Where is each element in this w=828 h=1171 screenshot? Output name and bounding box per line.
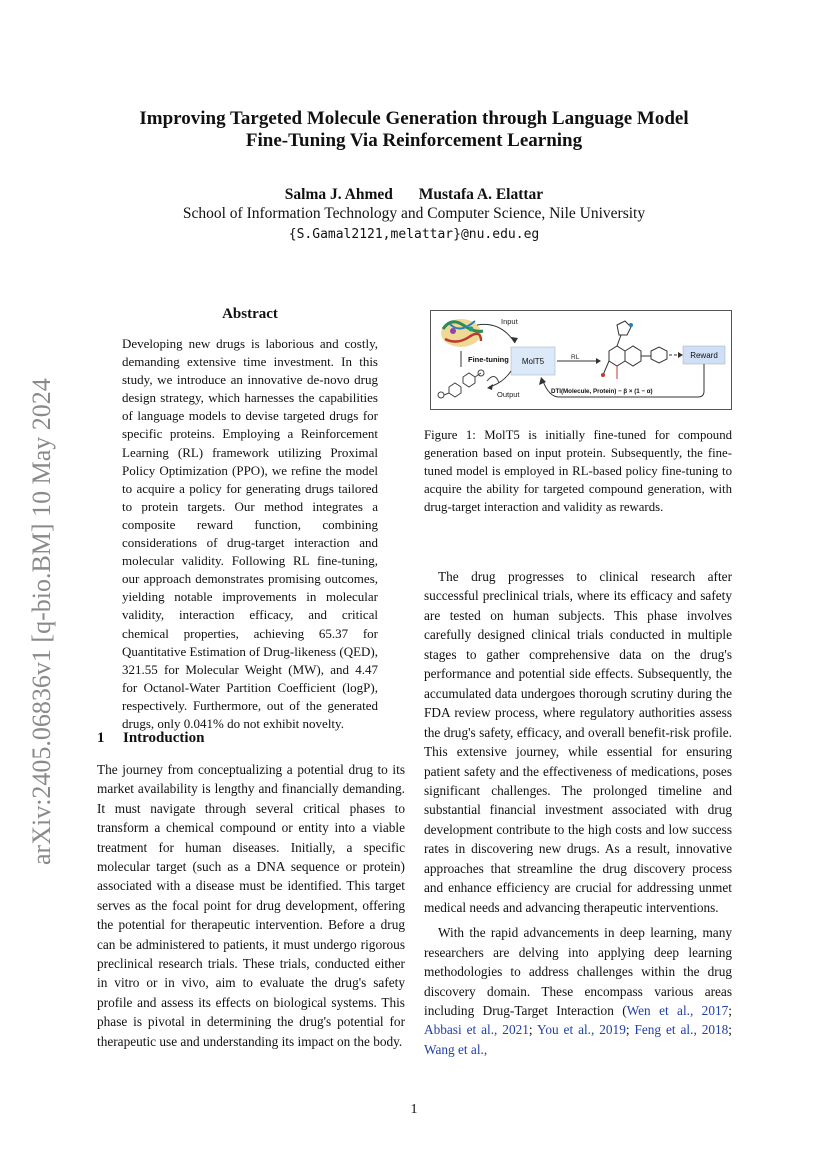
molt5-label: MolT5 [521, 357, 545, 366]
intro-paragraph-1: The journey from conceptualizing a potential drug to its market availability is lengthy and financially demanding. It must navigate through several critical phases to transform a chemical compound or entity into a viable treatment for human diseases. Initially, a specific molecular target (such as a DNA sequence or protein) associated with a disease must be identified. This target serves as the focal point for drug development, offering the potential for therapeutic intervention. Before a drug can be administered to patients, it must undergo rigorous preclinical research trials. These trials, conducted either in vitro or in vivo, aim to evaluate the drug's safety profile and assess its effects on biological systems. This phase is pivotal in determining the drug's potential for therapeutic use and understanding its impact on the body. [97, 762, 405, 1049]
citation-link[interactable]: You et al., 2019 [537, 1022, 626, 1038]
finetuning-label: Fine-tuning [468, 355, 509, 364]
rl-label: RL [571, 354, 580, 361]
section-title: Introduction [123, 730, 205, 746]
protein-structure-icon [441, 319, 483, 347]
title-line-1: Improving Targeted Molecule Generation through Language Model [139, 108, 689, 129]
figure-1-diagram [430, 310, 732, 410]
citation-link[interactable]: Wang et al., [424, 1041, 488, 1057]
intro-paragraph-3: With the rapid advancements in deep learning, many researchers are delving into applying deep learning methodologies to address challenges within the drug discovery domain. These encompass various areas including Drug-Target Interaction (Wen et al., 2017; Abbasi et al., 2021; You et al., 2019; Feng et al., 2018; Wang et al., [424, 925, 732, 1057]
intro-right-column [424, 567, 732, 1059]
section-number: 1 [97, 730, 105, 746]
reward-formula: DTI(Molecule, Protein) − β × (1 − α) [551, 388, 653, 395]
abstract-body: Developing new drugs is laborious and costly, demanding extensive time investment. In this study, we introduce an innovative de-novo drug design strategy, which harnesses the capabilities of language models to devise targeted drugs for specific proteins. Employing a Reinforcement Learning (RL) framework utilizing Proximal Policy Optimization (PPO), we refine the model to acquire a policy for generating drugs tailored to protein targets. Our method integrates a composite reward function, combining considerations of drug-target interaction and molecular validity. Following RL fine-tuning, our approach demonstrates promising outcomes, yielding notable improvements in molecular validity, interaction efficacy, and critical chemical properties, achieving 65.37 for Quantitative Estimation of Drug-likeness (QED), 321.55 for Molecular Weight (MW), and 4.47 for Octanol-Water Partition Coefficient (logP), respectively. Furthermore, out of the generated drugs, only 0.041% do not exhibit novelty. [122, 336, 378, 731]
paper-title [100, 108, 728, 152]
intro-paragraph-2: The drug progresses to clinical research after successful preclinical trials, where its efficacy and safety are tested on human subjects. This phase involves carefully designed clinical trials conducted in multiple stages to gather comprehensive data on the drug's performance and potential side effects. Subsequently, the accumulated data undergoes thorough scrutiny during the FDA review process, where regulatory authorities assess the drug's safety, efficacy, and overall benefit-risk profile. This extensive journey, while essential for ensuring patient safety and the effectiveness of medications, poses significant challenges. The prolonged timeline and substantial financial investment associated with drug development contribute to the high costs and low success rates in discovering new drugs. As a result, innovative approaches that streamline the drug discovery process and enhance efficiency are crucial for addressing unmet medical needs and advancing therapeutic interventions. [424, 569, 732, 915]
arxiv-id-text: arXiv:2405.06836v1 [q-bio.BM] 10 May 2024 [27, 378, 56, 865]
citation-link[interactable]: Wen et al., 2017 [626, 1002, 729, 1018]
drug-molecule-icon [601, 321, 667, 379]
arxiv-side-stamp [20, 330, 60, 870]
reward-label: Reward [690, 351, 718, 360]
citation-link[interactable]: Feng et al., 2018 [634, 1022, 729, 1038]
input-label: Input [501, 317, 518, 326]
figure-1-caption: Figure 1: MolT5 is initially fine-tuned for compound generation based on input protein. Subsequently, the fine-tuned model is employed in RL-based policy fine-tuning to acquire the ability for targeted compound generation, with drug-target interaction and validity as rewards. [424, 428, 732, 514]
affiliation: School of Information Technology and Computer Science, Nile University [182, 205, 646, 222]
author-1: Salma J. Ahmed [284, 186, 393, 203]
citation-link[interactable]: Abbasi et al., 2021 [424, 1022, 529, 1038]
section-heading-introduction [97, 730, 407, 747]
intro-left-column [97, 760, 405, 1051]
author-emails[interactable]: {S.Gamal2121,melattar}@nu.edu.eg [288, 227, 540, 242]
page-number: 1 [410, 1102, 418, 1117]
generated-molecules-icon [438, 370, 499, 398]
title-line-2: Fine-Tuning Via Reinforcement Learning [245, 130, 583, 151]
paragraph-3-text: With the rapid advancements in deep learning, many researchers are delving into applying deep learning methodologies to address challenges within the drug discovery domain. These encompass various areas including Drug-Target Interaction ( [424, 925, 732, 1018]
author-2: Mustafa A. Elattar [418, 186, 544, 203]
author-list [100, 186, 728, 204]
output-label: Output [497, 390, 520, 399]
abstract-heading: Abstract [222, 306, 278, 322]
